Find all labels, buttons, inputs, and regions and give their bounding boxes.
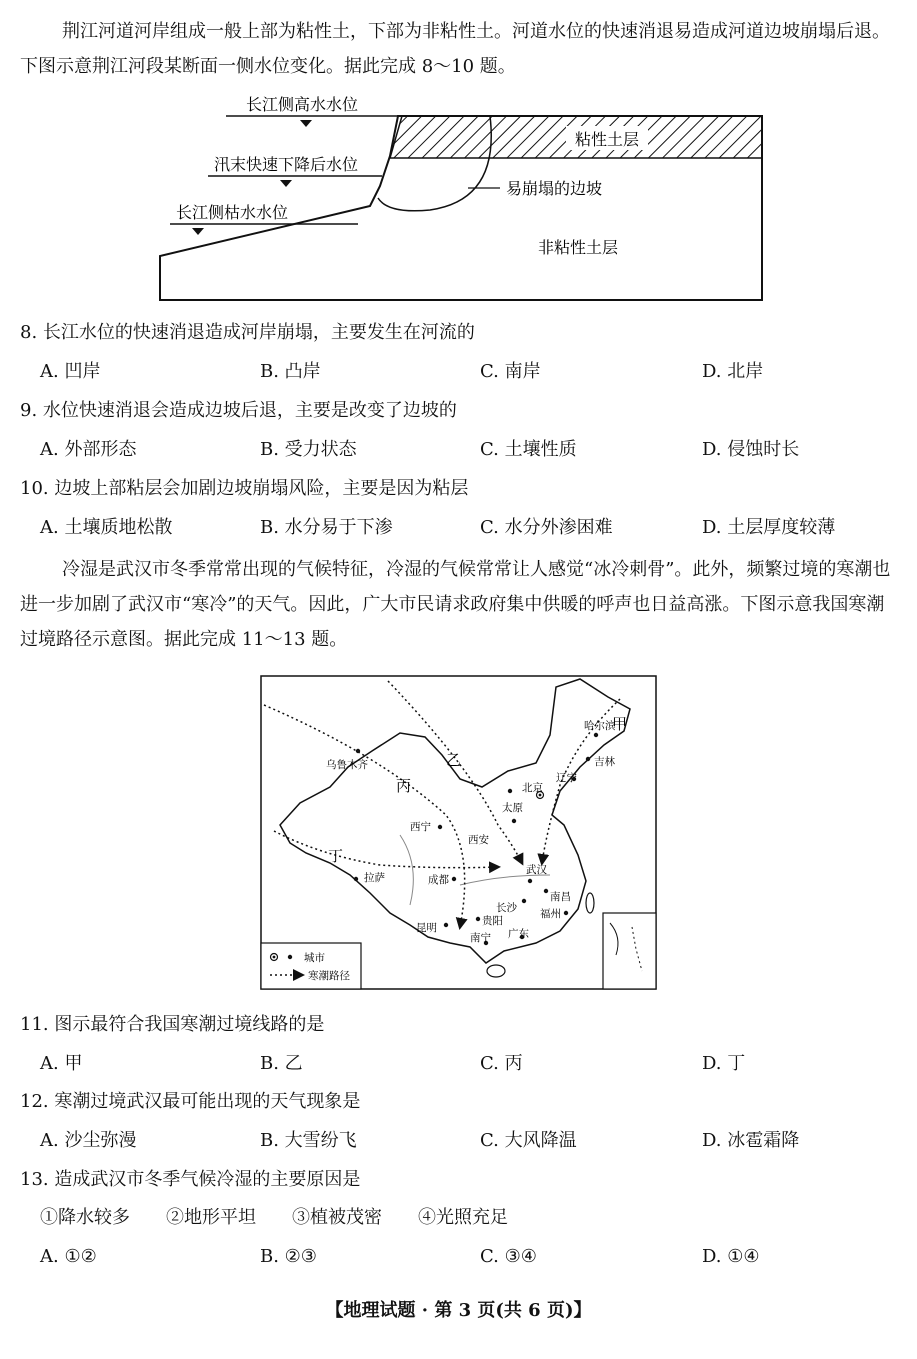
legend-city-label: 城市 <box>304 952 325 964</box>
legend-route-label: 寒潮路径 <box>308 970 350 982</box>
question-11: 11. 图示最符合我国寒潮过境线路的是 <box>20 1014 325 1035</box>
low-water-marker <box>192 228 204 235</box>
nonclay-layer-label: 非粘性土层 <box>538 238 619 257</box>
option[interactable]: B. 受力状态 <box>260 439 357 460</box>
city-chengdu: 成都 <box>428 874 449 886</box>
question-8-options <box>40 357 900 387</box>
clay-layer-label: 粘性土层 <box>574 130 640 149</box>
option[interactable]: C. 丙 <box>480 1053 523 1074</box>
question-13: 13. 造成武汉市冬季气候冷湿的主要原因是 <box>20 1169 361 1190</box>
city-taiyuan: 太原 <box>502 802 523 814</box>
option[interactable]: D. 土层厚度较薄 <box>702 517 836 538</box>
city-jilin: 吉林 <box>594 756 615 768</box>
option[interactable]: A. 凹岸 <box>40 361 101 382</box>
city-beijing: 北京 <box>522 782 543 794</box>
flood-water-marker <box>280 180 292 187</box>
question-12-options <box>40 1126 900 1156</box>
city-guangdong: 广东 <box>508 928 529 940</box>
question-10: 10. 边坡上部粘层会加剧边坡崩塌风险，主要是因为粘层 <box>20 478 469 499</box>
page-footer: 【地理试题 · 第 3 页(共 6 页)】 <box>325 1300 592 1321</box>
city-changsha: 长沙 <box>496 902 517 914</box>
city-wuhan: 武汉 <box>526 864 547 876</box>
option[interactable]: A. ①② <box>40 1246 97 1267</box>
option[interactable]: C. 南岸 <box>480 361 541 382</box>
bank-cross-section-figure <box>150 90 790 310</box>
option[interactable]: A. 沙尘弥漫 <box>40 1130 137 1151</box>
option[interactable]: B. 凸岸 <box>260 361 321 382</box>
low-water-label: 长江侧枯水水位 <box>176 203 289 222</box>
option[interactable]: C. 大风降温 <box>480 1130 577 1151</box>
city-nanning: 南宁 <box>470 932 491 944</box>
option[interactable]: D. 北岸 <box>702 361 764 382</box>
option[interactable]: A. 土壤质地松散 <box>40 517 173 538</box>
question-10-options <box>40 513 900 543</box>
route-label-ding: 丁 <box>328 847 344 865</box>
route-label-yi: 乙 <box>446 751 462 769</box>
slope-label: 易崩塌的边坡 <box>506 179 603 198</box>
question-13-options <box>40 1242 900 1272</box>
option[interactable]: D. 丁 <box>702 1053 746 1074</box>
city-xian: 西安 <box>468 834 489 846</box>
route-label-bing: 丙 <box>396 777 412 795</box>
option[interactable]: A. 甲 <box>40 1053 83 1074</box>
option[interactable]: C. 土壤性质 <box>480 439 577 460</box>
city-xining: 西宁 <box>410 821 431 833</box>
question-9-options <box>40 435 900 465</box>
flood-water-label: 汛末快速下降后水位 <box>214 155 359 174</box>
city-liaoning: 辽宁 <box>556 772 577 784</box>
map-legend <box>261 943 361 989</box>
question-12: 12. 寒潮过境武汉最可能出现的天气现象是 <box>20 1091 361 1112</box>
city-urumqi: 乌鲁木齐 <box>326 759 368 771</box>
high-water-marker <box>300 120 312 127</box>
city-lhasa: 拉萨 <box>364 872 385 884</box>
city-guiyang: 贵阳 <box>482 915 503 927</box>
city-nanchang: 南昌 <box>550 891 571 903</box>
high-water-label: 长江侧高水水位 <box>246 95 359 114</box>
option[interactable]: D. 侵蚀时长 <box>702 439 800 460</box>
option[interactable]: D. ①④ <box>702 1246 760 1267</box>
option[interactable]: D. 冰雹霜降 <box>702 1130 800 1151</box>
city-kunming: 昆明 <box>416 922 437 934</box>
cold-wave-route-map <box>260 675 658 991</box>
option[interactable]: B. 乙 <box>260 1053 303 1074</box>
option[interactable]: B. 大雪纷飞 <box>260 1130 357 1151</box>
option[interactable]: A. 外部形态 <box>40 439 137 460</box>
question-9: 9. 水位快速消退会造成边坡后退，主要是改变了边坡的 <box>20 400 457 421</box>
city-fuzhou: 福州 <box>540 908 561 920</box>
option[interactable]: B. ②③ <box>260 1246 317 1267</box>
option[interactable]: C. ③④ <box>480 1246 537 1267</box>
question-13-statements: ①降水较多 ②地形平坦 ③植被茂密 ④光照充足 <box>40 1207 508 1228</box>
route-label-jia: 甲 <box>612 715 628 733</box>
option[interactable]: B. 水分易于下渗 <box>260 517 393 538</box>
question-8: 8. 长江水位的快速消退造成河岸崩塌，主要发生在河流的 <box>20 322 475 343</box>
city-harbin: 哈尔滨 <box>584 720 616 732</box>
passage-2: 冷湿是武汉市冬季常常出现的气候特征，冷湿的气候常常让人感觉“冰冷刺骨”。此外，频繁过境的寒潮也进一步加剧了武汉市“寒冷”的天气。因此，广大市民请求政府集中供暖的呼声也日益高涨。下图示意我国寒潮过境路径示意图。据此完成 11～13 题。 <box>20 559 891 650</box>
passage-1: 荆江河道河岸组成一般上部为粘性土，下部为非粘性土。河道水位的快速消退易造成河道边坡崩塌后退。下图示意荆江河段某断面一侧水位变化。据此完成 8～10 题。 <box>20 21 890 77</box>
question-11-options <box>40 1049 900 1079</box>
option[interactable]: C. 水分外渗困难 <box>480 517 613 538</box>
